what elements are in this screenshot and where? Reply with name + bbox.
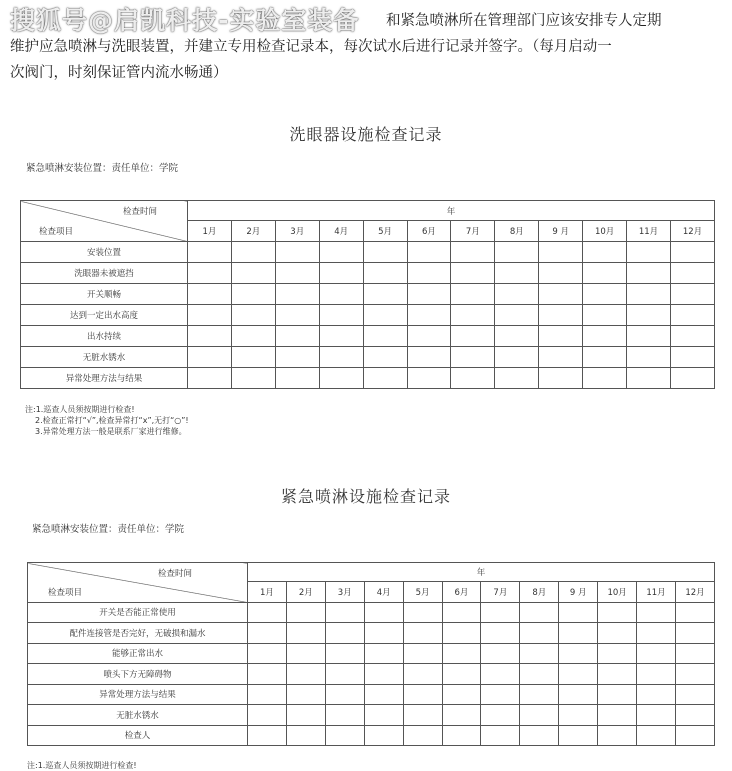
check-cell[interactable] — [559, 643, 598, 664]
table-row — [28, 725, 715, 746]
check-item-label: 喷头下方无障碍物 — [28, 664, 248, 685]
check-cell[interactable] — [495, 284, 539, 305]
month-header: 7月 — [451, 221, 495, 242]
check-cell[interactable] — [325, 725, 364, 746]
intro-line-2: 维护应急喷淋与洗眼装置，并建立专用检查记录本，每次试水后进行记录并签字。（每月启动一 — [10, 39, 612, 55]
check-cell[interactable] — [637, 684, 676, 705]
check-item-label: 达到一定出水高度 — [21, 305, 188, 326]
check-cell[interactable] — [364, 643, 403, 664]
eyewash-table — [20, 200, 715, 389]
shower-diag-header — [28, 563, 248, 603]
check-cell[interactable] — [539, 284, 583, 305]
check-cell[interactable] — [363, 347, 407, 368]
month-header: 1月 — [188, 221, 232, 242]
check-cell[interactable] — [559, 684, 598, 705]
check-cell[interactable] — [598, 623, 637, 644]
check-cell[interactable] — [520, 684, 559, 705]
month-header: 2月 — [286, 582, 325, 603]
check-item-label: 开关顺畅 — [21, 284, 188, 305]
check-cell[interactable] — [275, 242, 319, 263]
check-cell[interactable] — [598, 705, 637, 726]
check-cell[interactable] — [627, 305, 671, 326]
note-line: 注:1.巡查人员须按期进行检查! — [27, 761, 137, 770]
check-cell[interactable] — [188, 242, 232, 263]
check-cell[interactable] — [407, 347, 451, 368]
check-cell[interactable] — [363, 305, 407, 326]
check-cell[interactable] — [319, 368, 363, 389]
shower-notes — [27, 760, 137, 771]
check-cell[interactable] — [442, 643, 481, 664]
check-cell[interactable] — [520, 725, 559, 746]
eyewash-header-row — [21, 201, 715, 221]
month-header: 8月 — [495, 221, 539, 242]
check-cell[interactable] — [481, 623, 520, 644]
table-row — [21, 368, 715, 389]
check-cell[interactable] — [637, 623, 676, 644]
month-header: 7月 — [481, 582, 520, 603]
check-cell[interactable] — [407, 305, 451, 326]
check-cell[interactable] — [675, 602, 714, 623]
check-cell[interactable] — [407, 263, 451, 284]
check-cell[interactable] — [598, 602, 637, 623]
table-row — [21, 263, 715, 284]
check-cell[interactable] — [583, 347, 627, 368]
check-cell[interactable] — [495, 347, 539, 368]
check-cell[interactable] — [451, 347, 495, 368]
check-cell[interactable] — [188, 305, 232, 326]
check-cell[interactable] — [627, 263, 671, 284]
check-cell[interactable] — [248, 602, 287, 623]
check-cell[interactable] — [539, 305, 583, 326]
check-cell[interactable] — [559, 725, 598, 746]
check-cell[interactable] — [319, 305, 363, 326]
check-cell[interactable] — [451, 284, 495, 305]
table-row — [21, 326, 715, 347]
check-cell[interactable] — [275, 305, 319, 326]
check-cell[interactable] — [364, 623, 403, 644]
check-cell[interactable] — [481, 602, 520, 623]
check-cell[interactable] — [495, 242, 539, 263]
check-cell[interactable] — [520, 664, 559, 685]
check-cell[interactable] — [583, 242, 627, 263]
check-cell[interactable] — [539, 326, 583, 347]
month-header: 4月 — [319, 221, 363, 242]
check-cell[interactable] — [583, 263, 627, 284]
check-cell[interactable] — [231, 305, 275, 326]
check-cell[interactable] — [670, 368, 714, 389]
month-header: 1月 — [248, 582, 287, 603]
check-cell[interactable] — [481, 643, 520, 664]
month-header: 6月 — [407, 221, 451, 242]
check-item-label: 无脏水锈水 — [28, 705, 248, 726]
month-header: 6月 — [442, 582, 481, 603]
check-cell[interactable] — [188, 263, 232, 284]
check-cell[interactable] — [188, 326, 232, 347]
check-item-label: 无脏水锈水 — [21, 347, 188, 368]
table-row — [21, 305, 715, 326]
check-cell[interactable] — [520, 643, 559, 664]
eyewash-location: 紧急喷淋安装位置：责任单位：学院 — [26, 163, 179, 174]
check-cell[interactable] — [675, 725, 714, 746]
shower-header-row — [28, 563, 715, 582]
check-cell[interactable] — [248, 684, 287, 705]
check-cell[interactable] — [539, 263, 583, 284]
check-cell[interactable] — [675, 623, 714, 644]
check-cell[interactable] — [670, 305, 714, 326]
table-row — [28, 602, 715, 623]
header-year-label: 年 — [248, 563, 715, 582]
check-cell[interactable] — [363, 284, 407, 305]
intro-line-3: 次阀门，时刻保证管内流水畅通） — [10, 65, 228, 81]
check-cell[interactable] — [520, 705, 559, 726]
check-cell[interactable] — [495, 368, 539, 389]
check-cell[interactable] — [627, 242, 671, 263]
month-header: 3月 — [275, 221, 319, 242]
check-cell[interactable] — [286, 664, 325, 685]
check-cell[interactable] — [319, 347, 363, 368]
month-header: 5月 — [403, 582, 442, 603]
check-cell[interactable] — [675, 705, 714, 726]
check-cell[interactable] — [231, 347, 275, 368]
eyewash-title: 洗眼器设施检查记录 — [289, 125, 443, 144]
check-cell[interactable] — [407, 368, 451, 389]
check-cell[interactable] — [286, 725, 325, 746]
month-header: 5月 — [363, 221, 407, 242]
check-cell[interactable] — [325, 643, 364, 664]
check-cell[interactable] — [627, 326, 671, 347]
header-year-label: 年 — [188, 201, 715, 221]
table-row — [21, 347, 715, 368]
table-row — [21, 284, 715, 305]
table-row — [21, 242, 715, 263]
check-cell[interactable] — [325, 664, 364, 685]
check-cell[interactable] — [451, 263, 495, 284]
check-cell[interactable] — [364, 725, 403, 746]
table-row — [28, 623, 715, 644]
check-cell[interactable] — [403, 705, 442, 726]
check-cell[interactable] — [670, 284, 714, 305]
check-cell[interactable] — [495, 305, 539, 326]
check-cell[interactable] — [583, 326, 627, 347]
note-line: 注:1.巡查人员须按期进行检查! — [25, 405, 135, 414]
intro-line-1: 和紧急喷淋所在管理部门应该安排专人定期 — [386, 13, 662, 29]
check-cell[interactable] — [637, 705, 676, 726]
month-header: 10月 — [583, 221, 627, 242]
check-cell[interactable] — [451, 242, 495, 263]
header-item-label: 检查项目 — [39, 227, 74, 237]
check-item-label: 异常处理方法与结果 — [21, 368, 188, 389]
check-cell[interactable] — [403, 602, 442, 623]
check-cell[interactable] — [407, 284, 451, 305]
check-cell[interactable] — [451, 368, 495, 389]
check-cell[interactable] — [407, 326, 451, 347]
check-cell[interactable] — [248, 643, 287, 664]
check-cell[interactable] — [598, 664, 637, 685]
check-cell[interactable] — [583, 284, 627, 305]
check-cell[interactable] — [188, 284, 232, 305]
check-cell[interactable] — [495, 326, 539, 347]
header-item-label: 检查项目 — [48, 587, 83, 598]
table-row — [28, 643, 715, 664]
check-cell[interactable] — [442, 684, 481, 705]
shower-title: 紧急喷淋设施检查记录 — [280, 487, 451, 506]
check-cell[interactable] — [286, 684, 325, 705]
check-cell[interactable] — [481, 725, 520, 746]
check-cell[interactable] — [325, 705, 364, 726]
check-cell[interactable] — [442, 664, 481, 685]
check-cell[interactable] — [231, 326, 275, 347]
check-cell[interactable] — [403, 664, 442, 685]
check-cell[interactable] — [248, 705, 287, 726]
check-item-label: 开关是否能正常使用 — [28, 602, 248, 623]
check-cell[interactable] — [319, 242, 363, 263]
check-cell[interactable] — [248, 725, 287, 746]
month-header: 8月 — [520, 582, 559, 603]
month-header: 12月 — [675, 582, 714, 603]
check-cell[interactable] — [363, 263, 407, 284]
check-cell[interactable] — [670, 242, 714, 263]
check-item-label: 检查人 — [28, 725, 248, 746]
check-cell[interactable] — [539, 242, 583, 263]
check-cell[interactable] — [481, 684, 520, 705]
check-cell[interactable] — [364, 705, 403, 726]
check-cell[interactable] — [598, 643, 637, 664]
check-cell[interactable] — [188, 347, 232, 368]
check-cell[interactable] — [627, 368, 671, 389]
check-cell[interactable] — [231, 368, 275, 389]
check-cell[interactable] — [583, 305, 627, 326]
check-cell[interactable] — [559, 664, 598, 685]
check-cell[interactable] — [627, 347, 671, 368]
check-cell[interactable] — [319, 284, 363, 305]
check-cell[interactable] — [520, 623, 559, 644]
check-cell[interactable] — [598, 725, 637, 746]
table-row — [28, 664, 715, 685]
month-header: 4月 — [364, 582, 403, 603]
check-cell[interactable] — [319, 326, 363, 347]
check-cell[interactable] — [364, 602, 403, 623]
check-cell[interactable] — [583, 368, 627, 389]
check-cell[interactable] — [559, 705, 598, 726]
check-item-label: 出水持续 — [21, 326, 188, 347]
check-item-label: 配件连接管是否完好，无破损和漏水 — [28, 623, 248, 644]
check-cell[interactable] — [481, 664, 520, 685]
check-cell[interactable] — [539, 347, 583, 368]
check-cell[interactable] — [248, 664, 287, 685]
check-cell[interactable] — [481, 705, 520, 726]
table-row — [28, 705, 715, 726]
shower-location: 紧急喷淋安装位置：责任单位：学院 — [32, 524, 185, 535]
watermark: 搜狐号@启凯科技-实验室装备 — [10, 6, 360, 35]
check-cell[interactable] — [275, 326, 319, 347]
check-cell[interactable] — [286, 705, 325, 726]
check-item-label: 安装位置 — [21, 242, 188, 263]
check-item-label: 异常处理方法与结果 — [28, 684, 248, 705]
note-line: 2.检查正常打“√”,检查异常打“x”,无打“○”! — [35, 416, 189, 425]
check-cell[interactable] — [325, 684, 364, 705]
check-cell[interactable] — [637, 725, 676, 746]
check-cell[interactable] — [231, 242, 275, 263]
check-cell[interactable] — [286, 602, 325, 623]
check-cell[interactable] — [442, 725, 481, 746]
month-header: 12月 — [670, 221, 714, 242]
check-cell[interactable] — [231, 284, 275, 305]
check-cell[interactable] — [325, 602, 364, 623]
month-header: 2月 — [231, 221, 275, 242]
check-cell[interactable] — [403, 643, 442, 664]
check-cell[interactable] — [520, 602, 559, 623]
check-cell[interactable] — [286, 643, 325, 664]
check-cell[interactable] — [325, 623, 364, 644]
check-cell[interactable] — [275, 368, 319, 389]
check-cell[interactable] — [403, 725, 442, 746]
check-cell[interactable] — [670, 326, 714, 347]
check-cell[interactable] — [286, 623, 325, 644]
check-item-label: 洗眼器未被遮挡 — [21, 263, 188, 284]
check-cell[interactable] — [364, 684, 403, 705]
check-cell[interactable] — [675, 684, 714, 705]
check-cell[interactable] — [637, 664, 676, 685]
check-cell[interactable] — [442, 602, 481, 623]
check-cell[interactable] — [598, 684, 637, 705]
check-cell[interactable] — [363, 326, 407, 347]
check-cell[interactable] — [363, 242, 407, 263]
check-cell[interactable] — [442, 705, 481, 726]
header-time-label: 检查时间 — [157, 569, 192, 579]
note-line: 3.异常处理方法一般是联系厂家进行维修。 — [35, 427, 187, 436]
month-header: 11月 — [627, 221, 671, 242]
check-cell[interactable] — [363, 368, 407, 389]
check-cell[interactable] — [275, 263, 319, 284]
month-header: 10月 — [598, 582, 637, 603]
check-cell[interactable] — [403, 684, 442, 705]
check-cell[interactable] — [403, 623, 442, 644]
check-cell[interactable] — [637, 643, 676, 664]
check-cell[interactable] — [231, 263, 275, 284]
check-cell[interactable] — [675, 664, 714, 685]
eyewash-notes — [25, 404, 189, 437]
check-cell[interactable] — [559, 623, 598, 644]
header-time-label: 检查时间 — [122, 207, 157, 217]
check-cell[interactable] — [275, 284, 319, 305]
month-header: 9 月 — [559, 582, 598, 603]
check-cell[interactable] — [675, 643, 714, 664]
check-cell[interactable] — [275, 347, 319, 368]
check-cell[interactable] — [495, 263, 539, 284]
shower-table — [27, 562, 715, 746]
check-cell[interactable] — [451, 305, 495, 326]
check-cell[interactable] — [364, 664, 403, 685]
check-cell[interactable] — [670, 263, 714, 284]
check-cell[interactable] — [539, 368, 583, 389]
check-cell[interactable] — [188, 368, 232, 389]
eyewash-diag-header — [21, 201, 188, 242]
check-cell[interactable] — [627, 284, 671, 305]
check-cell[interactable] — [442, 623, 481, 644]
month-header: 11月 — [637, 582, 676, 603]
month-header: 3月 — [325, 582, 364, 603]
table-row — [28, 684, 715, 705]
month-header: 9 月 — [539, 221, 583, 242]
check-cell[interactable] — [319, 263, 363, 284]
check-cell[interactable] — [559, 602, 598, 623]
check-cell[interactable] — [637, 602, 676, 623]
check-cell[interactable] — [451, 326, 495, 347]
check-cell[interactable] — [248, 623, 287, 644]
check-cell[interactable] — [407, 242, 451, 263]
check-item-label: 能够正常出水 — [28, 643, 248, 664]
check-cell[interactable] — [670, 347, 714, 368]
